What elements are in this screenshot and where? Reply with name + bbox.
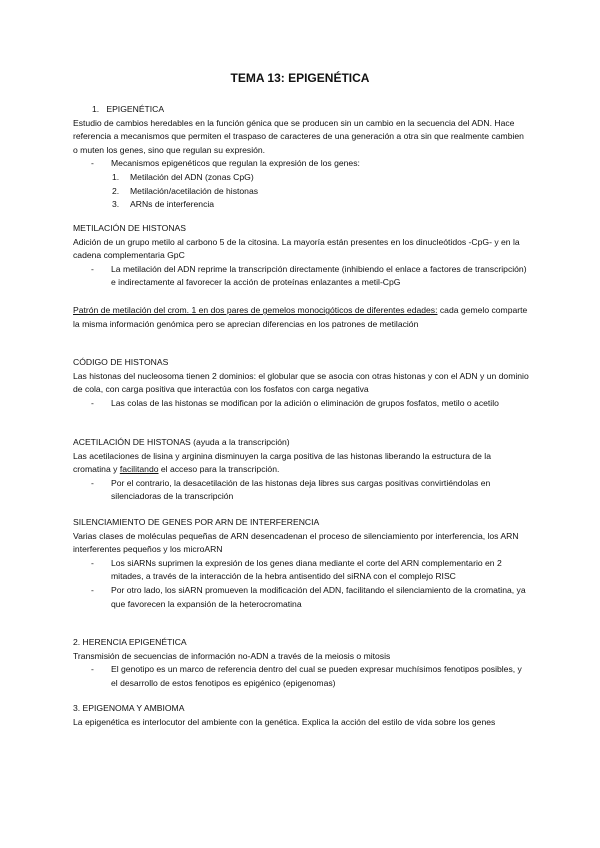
- dash-marker: -: [91, 477, 94, 488]
- bullet-text: La metilación del ADN reprime la transcripción directamente (inhibiendo el enlace a factores de transcripción) e indirectamente al favorecer la acción de proteínas enlazantes a metil-CpG: [111, 263, 527, 288]
- patron-paragraph: [73, 304, 529, 331]
- section-paragraph: Adición de un grupo metilo al carbono 5 de la citosina. La mayoría están presentes en los dinucleótidos -CpG- y en la cadena complementaria GpC: [73, 236, 520, 261]
- section-heading: 3. EPIGENOMA Y AMBIOMA: [73, 703, 185, 713]
- section-paragraph: Varias clases de moléculas pequeñas de ARN desencadenan el proceso de silenciamiento por interferencia, los ARN interferentes pequeños y los microARN: [73, 530, 519, 555]
- paragraph-text: el acceso para la transcripción.: [158, 464, 280, 475]
- item-number: 3.: [112, 199, 120, 210]
- item-number: 1.: [112, 171, 120, 182]
- dash-marker: -: [91, 584, 94, 595]
- underlined-text: Patrón de metilación del crom. 1 en dos pares de gemelos monocigóticos de diferentes edades:: [73, 305, 438, 315]
- bullet-text: Por el contrario, la desacetilación de las histonas deja libres sus cargas positivas convirtiéndolas en silenciadoras de la transcripción: [111, 477, 491, 502]
- dash-marker: -: [91, 397, 94, 408]
- bullet-item: [73, 477, 529, 504]
- dash-marker: -: [91, 664, 94, 675]
- underlined-text: facilitando: [119, 464, 159, 475]
- section-heading: [73, 103, 529, 117]
- section-patron: [73, 304, 529, 331]
- section-heading: 2. HERENCIA EPIGENÉTICA: [73, 637, 187, 647]
- bullet-item: [73, 157, 529, 171]
- bullet-text: Las colas de las histonas se modifican por la adición o eliminación de grupos fosfatos, metilo o acetilo: [111, 397, 499, 408]
- item-text: Metilación del ADN (zonas CpG): [130, 171, 254, 182]
- bullet-text: Los siARNs suprimen la expresión de los genes diana mediante el corte del ARN complementario en 2 mitades, a través de la interacción de la hebra antisentido del siRNA con el complejo RISC: [111, 557, 502, 582]
- paragraph-text: Las acetilaciones de lisina y arginina disminuyen la carga positiva de las histonas liberando la estructura de la cromatina y: [73, 450, 491, 475]
- heading-number: 1.: [92, 104, 100, 114]
- section-epigenetica: [73, 103, 529, 212]
- section-paragraph: Las histonas del nucleosoma tienen 2 dominios: el globular que se asocia con otras histonas y con el ADN y un dominio de cola, con carga positiva que interactúa con los fosfatos con carga negativa: [73, 370, 529, 395]
- paragraph-text: cada gemelo comparte la misma información genómica pero se aprecian diferencias en los patrones de metilación: [73, 305, 528, 329]
- bullet-item: [73, 584, 529, 611]
- section-codigo: [73, 356, 529, 410]
- numbered-item: [73, 171, 529, 185]
- bullet-item: [73, 263, 529, 290]
- heading-text: EPIGENÉTICA: [106, 104, 165, 114]
- section-paragraph: Estudio de cambios heredables en la función génica que se producen sin un cambio en la secuencia del ADN. Hace referencia a mecanismos que permiten el traspaso de caracteres de una generación a otra sin que realmente cambien o muten los genes, sino que regulan su expresión.: [73, 117, 524, 155]
- section-heading: METILACIÓN DE HISTONAS: [73, 223, 187, 233]
- page-title: TEMA 13: EPIGENÉTICA: [230, 71, 370, 85]
- section-epigenoma: [73, 702, 529, 729]
- section-heading: SILENCIAMIENTO DE GENES POR ARN DE INTERFERENCIA: [73, 517, 320, 527]
- bullet-item: [73, 663, 529, 690]
- section-metilacion: [73, 222, 529, 290]
- item-text: Metilación/acetilación de histonas: [130, 185, 259, 196]
- bullet-item: [73, 397, 529, 411]
- dash-marker: -: [91, 158, 94, 169]
- numbered-item: [73, 198, 529, 212]
- item-number: 2.: [112, 185, 120, 196]
- dash-marker: -: [91, 557, 94, 568]
- section-paragraph: Transmisión de secuencias de información no-ADN a través de la meiosis o mitosis: [73, 650, 391, 661]
- section-herencia: [73, 636, 529, 690]
- bullet-text: Mecanismos epigenéticos que regulan la expresión de los genes:: [111, 158, 360, 169]
- section-silenciamiento: [73, 516, 529, 611]
- section-acetilacion: [73, 436, 529, 504]
- section-paragraph: [73, 450, 529, 477]
- bullet-text: El genotipo es un marco de referencia dentro del cual se pueden expresar muchísimos fenotipos posibles, y el desarrollo de estos fenotipos es epigénico (epigenomas): [111, 664, 522, 688]
- section-heading: ACETILACIÓN DE HISTONAS (ayuda a la transcripción): [73, 437, 290, 447]
- numbered-item: [73, 185, 529, 199]
- section-paragraph: La epigenética es interlocutor del ambiente con la genética. Explica la acción del estilo de vida sobre los genes: [73, 716, 496, 727]
- bullet-item: [73, 557, 529, 584]
- section-heading: CÓDIGO DE HISTONAS: [73, 357, 169, 367]
- bullet-text: Por otro lado, los siARN promueven la modificación del ADN, facilitando el silenciamiento de la cromatina, ya que favorecen la expansión de la heterocromatina: [111, 584, 526, 609]
- dash-marker: -: [91, 263, 94, 274]
- item-text: ARNs de interferencia: [130, 199, 215, 210]
